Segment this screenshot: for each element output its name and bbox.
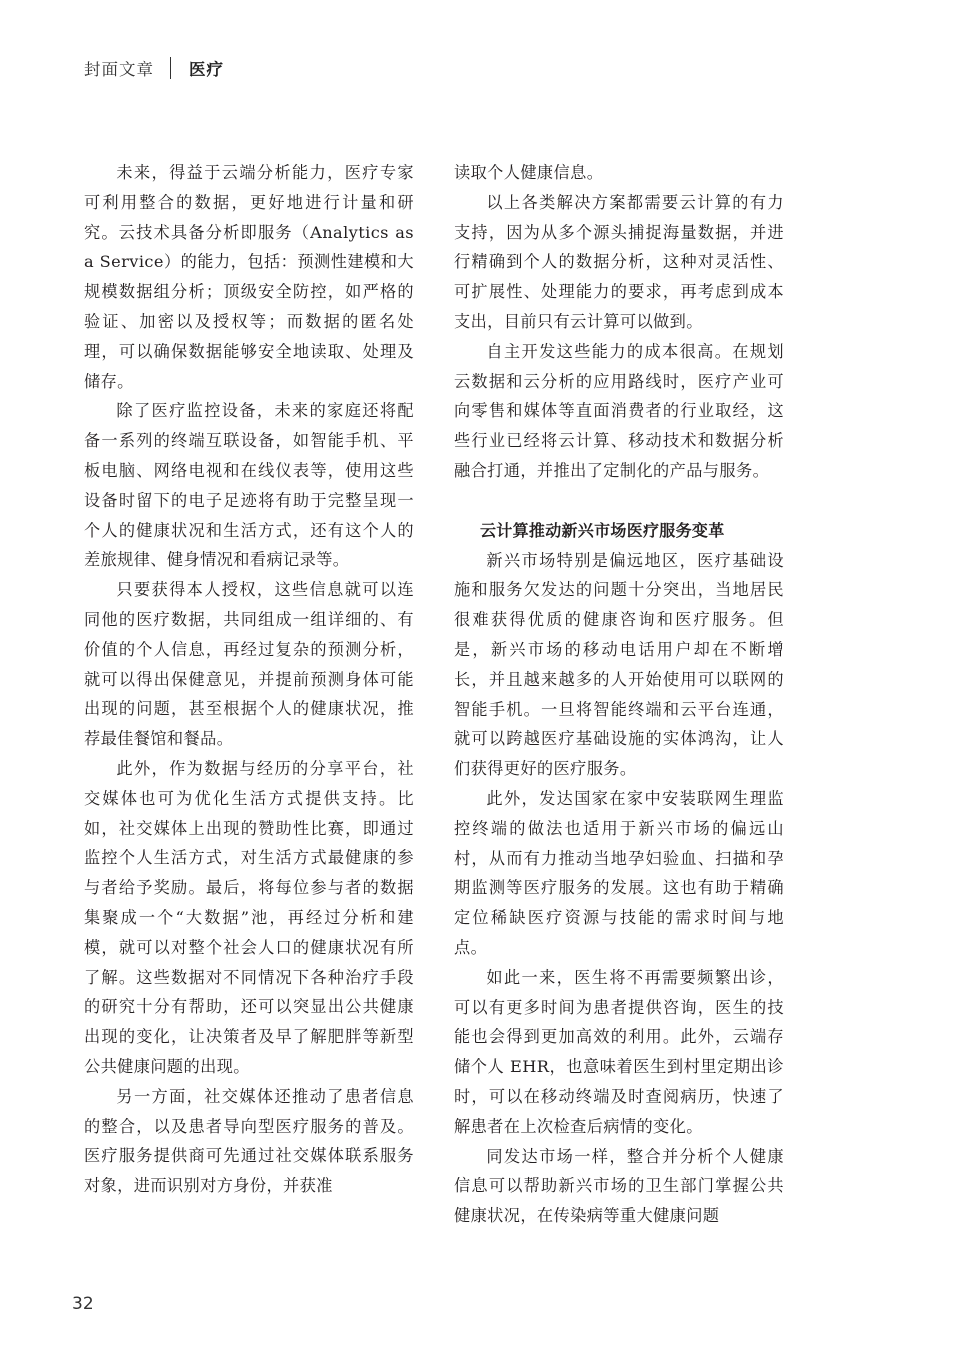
right-column: [454, 158, 784, 1231]
left-column: [84, 158, 414, 1201]
body-paragraph: 另一方面，社交媒体还推动了患者信息的整合，以及患者导向型医疗服务的普及。医疗服务提供商可先通过社交媒体联系服务对象，进而识别对方身份，并获准: [84, 1086, 414, 1196]
section-spacer: [454, 486, 784, 516]
header-divider: [170, 57, 171, 79]
body-paragraph: 只要获得本人授权，这些信息就可以连同他的医疗数据，共同组成一组详细的、有价值的个人信息，再经过复杂的预测分析，就可以得出保健意见，并提前预测身体可能出现的问题，甚至根据个人的健康状况，推荐最佳餐馆和餐品。: [84, 580, 414, 749]
header-topic-label: 医疗: [189, 60, 224, 79]
body-paragraph: 同发达市场一样，整合并分析个人健康信息可以帮助新兴市场的卫生部门掌握公共健康状况，在传染病等重大健康问题: [454, 1146, 784, 1226]
body-paragraph: 此外，发达国家在家中安装联网生理监控终端的做法也适用于新兴市场的偏远山村，从而有力推动当地孕妇验血、扫描和孕期监测等医疗服务的发展。这也有助于精确定位稀缺医疗资源与技能的需求时间与地点。: [454, 788, 784, 957]
body-paragraph: 如此一来，医生将不再需要频繁出诊，可以有更多时间为患者提供咨询，医生的技能也会得到更加高效的利用。此外，云端存储个人 EHR，也意味着医生到村里定期出诊时，可以在移动终端及时查阅病历，快速了解患者在上次检查后病情的变化。: [454, 967, 784, 1136]
body-paragraph: 自主开发这些能力的成本很高。在规划云数据和云分析的应用路线时，医疗产业可向零售和媒体等直面消费者的行业取经，这些行业已经将云计算、移动技术和数据分析融合打通，并推出了定制化的产品与服务。: [454, 341, 784, 480]
section-heading: 云计算推动新兴市场医疗服务变革: [480, 520, 725, 540]
body-paragraph: 新兴市场特别是偏远地区，医疗基础设施和服务欠发达的问题十分突出，当地居民很难获得优质的健康咨询和医疗服务。但是，新兴市场的移动电话用户却在不断增长，并且越来越多的人开始使用可以联网的智能手机。一旦将智能终端和云平台连通，就可以跨越医疗基础设施的实体鸿沟，让人们获得更好的医疗服务。: [454, 550, 784, 779]
body-paragraph: 除了医疗监控设备，未来的家庭还将配备一系列的终端互联设备，如智能手机、平板电脑、网络电视和在线仪表等，使用这些设备时留下的电子足迹将有助于完整呈现一个人的健康状况和生活方式，还有这个人的差旅规律、健身情况和看病记录等。: [84, 401, 414, 570]
body-paragraph: 此外，作为数据与经历的分享平台，社交媒体也可为优化生活方式提供支持。比如，社交媒体上出现的赞助性比赛，即通过监控个人生活方式，对生活方式最健康的参与者给予奖励。最后，将每位参与者的数据集聚成一个“大数据”池，再经过分析和建模，就可以对整个社会人口的健康状况有所了解。这些数据对不同情况下各种治疗手段的研究十分有帮助，还可以突显出公共健康出现的变化，让决策者及早了解肥胖等新型公共健康问题的出现。: [84, 758, 414, 1076]
body-paragraph: 以上各类解决方案都需要云计算的有力支持，因为从多个源头捕捉海量数据，并进行精确到个人的数据分析，这种对灵活性、可扩展性、处理能力的要求，再考虑到成本支出，目前只有云计算可以做到。: [454, 192, 784, 331]
header-section-label: 封面文章: [84, 60, 154, 79]
continued-paragraph: 读取个人健康信息。: [454, 163, 604, 182]
body-paragraph: 未来，得益于云端分析能力，医疗专家可利用整合的数据，更好地进行计量和研究。云技术具备分析即服务（Analytics as a Service）的能力，包括：预测性建模和大规模数据组分析；顶级安全防控，如严格的验证、加密以及授权等；而数据的匿名处理，可以确保数据能够安全地读取、处理及储存。: [84, 163, 414, 391]
page-number: 32: [72, 1294, 94, 1314]
running-header: [84, 56, 224, 80]
